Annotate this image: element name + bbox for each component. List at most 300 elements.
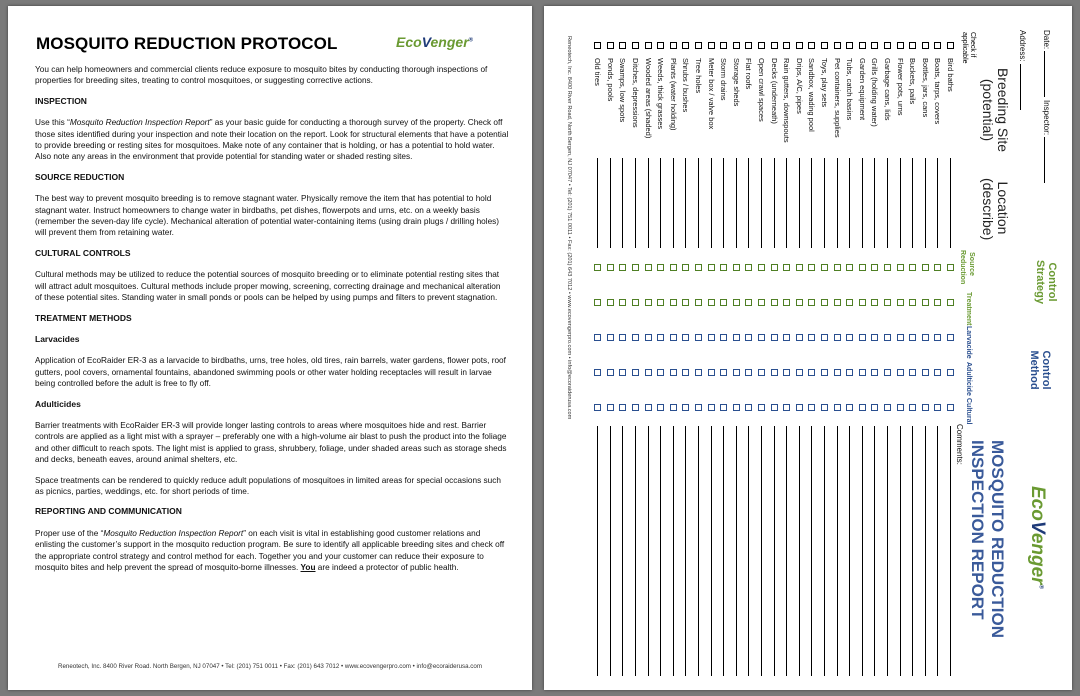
comments-entry-line[interactable] <box>837 426 838 676</box>
breeding-site-label: Storm drains <box>719 58 729 101</box>
protocol-page <box>8 6 532 690</box>
comments-entry-line[interactable] <box>849 426 850 676</box>
check-source-reduction-checkbox[interactable] <box>745 264 752 271</box>
source-reduction-heading: SOURCE REDUCTION <box>35 171 125 182</box>
check-treatment-checkbox[interactable] <box>859 299 866 306</box>
check-adulticide-checkbox[interactable] <box>771 369 778 376</box>
breeding-site-label: Flat roofs <box>744 58 754 90</box>
location-entry-line[interactable] <box>786 158 787 248</box>
check-cultural-checkbox[interactable] <box>859 404 866 411</box>
check-source-reduction-checkbox[interactable] <box>846 264 853 271</box>
check-source-reduction-checkbox[interactable] <box>670 264 677 271</box>
check-larvacide-checkbox[interactable] <box>909 334 916 341</box>
comments-entry-line[interactable] <box>862 426 863 676</box>
check-treatment-checkbox[interactable] <box>619 299 626 306</box>
cultural-controls-heading: CULTURAL CONTROLS <box>35 247 131 258</box>
check-cultural-checkbox[interactable] <box>884 404 891 411</box>
check-treatment-checkbox[interactable] <box>909 299 916 306</box>
check-source-reduction-checkbox[interactable] <box>720 264 727 271</box>
page-title: MOSQUITO REDUCTION PROTOCOL <box>36 34 338 53</box>
check-cultural-checkbox[interactable] <box>808 404 815 411</box>
check-adulticide-checkbox[interactable] <box>821 369 828 376</box>
breeding-site-label: Open crawl spaces <box>757 58 766 122</box>
check-source-reduction-checkbox[interactable] <box>922 264 929 271</box>
check-source-reduction-checkbox[interactable] <box>859 264 866 271</box>
check-cultural-checkbox[interactable] <box>607 404 614 411</box>
check-treatment-checkbox[interactable] <box>695 299 702 306</box>
report-title-line-2: INSPECTION REPORT <box>968 440 987 620</box>
source-reduction-label: Source Reduction <box>959 250 975 285</box>
check-applicable-checkbox[interactable] <box>594 42 601 49</box>
check-adulticide-checkbox[interactable] <box>645 369 652 376</box>
check-adulticide-checkbox[interactable] <box>947 369 954 376</box>
check-larvacide-checkbox[interactable] <box>594 334 601 341</box>
check-adulticide-checkbox[interactable] <box>607 369 614 376</box>
check-adulticide-checkbox[interactable] <box>808 369 815 376</box>
check-source-reduction-checkbox[interactable] <box>783 264 790 271</box>
adulticides-heading: Adulticides <box>35 398 81 409</box>
check-larvacide-checkbox[interactable] <box>796 334 803 341</box>
check-applicable-checkbox[interactable] <box>871 42 878 49</box>
location-entry-line[interactable] <box>622 158 623 248</box>
protocol-footer: Reneotech, Inc. 8400 River Road. North Bergen, NJ 07047 • Tel: (201) 751 0011 • Fax: (201) 643 7012 • www.ecovengerpro.com • info@ecoraiderusa.com <box>57 663 482 670</box>
breeding-site-label: Garden equipment <box>857 58 867 121</box>
check-adulticide-checkbox[interactable] <box>695 369 702 376</box>
check-treatment-checkbox[interactable] <box>771 299 778 306</box>
check-treatment-checkbox[interactable] <box>607 299 614 306</box>
check-applicable-checkbox[interactable] <box>733 42 740 49</box>
location-entry-line[interactable] <box>685 158 686 248</box>
cultural-label: Cultural <box>965 398 972 425</box>
check-treatment-checkbox[interactable] <box>594 299 601 306</box>
check-adulticide-checkbox[interactable] <box>733 369 740 376</box>
check-larvacide-checkbox[interactable] <box>682 334 689 341</box>
check-adulticide-checkbox[interactable] <box>871 369 878 376</box>
comments-entry-line[interactable] <box>887 426 888 676</box>
check-treatment-checkbox[interactable] <box>796 299 803 306</box>
check-source-reduction-checkbox[interactable] <box>758 264 765 271</box>
location-entry-line[interactable] <box>925 158 926 248</box>
breeding-site-label: Shrubs / bushes <box>681 58 691 113</box>
treatment-label: Treatment <box>965 292 972 326</box>
check-larvacide-checkbox[interactable] <box>934 334 941 341</box>
check-applicable-checkbox[interactable] <box>846 42 853 49</box>
check-source-reduction-checkbox[interactable] <box>619 264 626 271</box>
location-entry-line[interactable] <box>660 158 661 248</box>
check-cultural-checkbox[interactable] <box>594 404 601 411</box>
check-cultural-checkbox[interactable] <box>834 404 841 411</box>
check-larvacide-checkbox[interactable] <box>733 334 740 341</box>
check-larvacide-checkbox[interactable] <box>708 334 715 341</box>
check-larvacide-checkbox[interactable] <box>619 334 626 341</box>
location-entry-line[interactable] <box>698 158 699 248</box>
report-footer: Reneotech, Inc. 8400 River Road, North Bergen, NJ 07047 • Tel: (201) 751 0011 • Fax: (201) 643 7012 • www.ecovengerpro.com • info@ecoraiderusa.com <box>566 36 572 420</box>
check-cultural-checkbox[interactable] <box>708 404 715 411</box>
check-applicable-checkbox[interactable] <box>859 42 866 49</box>
comments-entry-line[interactable] <box>673 426 674 676</box>
breeding-site-label: Bird baths <box>946 58 955 92</box>
check-cultural-checkbox[interactable] <box>821 404 828 411</box>
check-larvacide-checkbox[interactable] <box>821 334 828 341</box>
date-field[interactable]: Date: <box>1042 30 1052 97</box>
location-entry-line[interactable] <box>849 158 850 248</box>
location-entry-line[interactable] <box>635 158 636 248</box>
check-adulticide-checkbox[interactable] <box>884 369 891 376</box>
breeding-site-label: Weeds, thick grasses <box>656 58 666 130</box>
check-adulticide-checkbox[interactable] <box>859 369 866 376</box>
control-strategy-header: Control Strategy <box>1034 259 1058 305</box>
check-treatment-checkbox[interactable] <box>871 299 878 306</box>
source-reduction-paragraph: The best way to prevent mosquito breeding is to remove stagnant water. Physically remove the item that has potential to hold stagnant water. Instruct homeowners to change water in birdbaths, pet dishes, flowerpots and urns, etc. on a weekly basis (remember the seven-day life cycle). Mechanical alteration of potential water-containing items (using drain plugs / drilling holes) will prevent them from retaining water. <box>35 194 500 238</box>
check-larvacide-checkbox[interactable] <box>758 334 765 341</box>
check-cultural-checkbox[interactable] <box>909 404 916 411</box>
check-larvacide-checkbox[interactable] <box>922 334 929 341</box>
adulticide-label: Adulticide <box>965 362 972 396</box>
breeding-site-label: Storage sheds <box>731 58 741 107</box>
check-treatment-checkbox[interactable] <box>834 299 841 306</box>
location-entry-line[interactable] <box>774 158 775 248</box>
location-entry-line[interactable] <box>874 158 875 248</box>
check-larvacide-checkbox[interactable] <box>771 334 778 341</box>
check-larvacide-checkbox[interactable] <box>745 334 752 341</box>
check-adulticide-checkbox[interactable] <box>758 369 765 376</box>
location-entry-line[interactable] <box>824 158 825 248</box>
location-entry-line[interactable] <box>837 158 838 248</box>
check-applicable-checkbox[interactable] <box>934 42 941 49</box>
check-source-reduction-checkbox[interactable] <box>884 264 891 271</box>
check-larvacide-checkbox[interactable] <box>670 334 677 341</box>
check-source-reduction-checkbox[interactable] <box>834 264 841 271</box>
check-source-reduction-checkbox[interactable] <box>632 264 639 271</box>
check-cultural-checkbox[interactable] <box>897 404 904 411</box>
inspection-paragraph: Use this “Mosquito Reduction Inspection Report” as your basic guide for conducting a thorough survey of the property. Check off those sites identified during your inspection and note their location on the report. Look for structural elements that have a potential to provide breeding or resting sites for mosquitoes. Make note of any container that is holding, or has a potential to hold water. Also note any areas in the environment that provide potential for standing water or shaded resting sites. <box>35 118 509 162</box>
check-adulticide-checkbox[interactable] <box>720 369 727 376</box>
comments-entry-line[interactable] <box>698 426 699 676</box>
check-cultural-checkbox[interactable] <box>796 404 803 411</box>
check-treatment-checkbox[interactable] <box>808 299 815 306</box>
check-adulticide-checkbox[interactable] <box>594 369 601 376</box>
breeding-site-label: Plants (water holding) <box>668 58 678 131</box>
check-cultural-checkbox[interactable] <box>758 404 765 411</box>
check-source-reduction-checkbox[interactable] <box>645 264 652 271</box>
check-treatment-checkbox[interactable] <box>682 299 689 306</box>
check-applicable-checkbox[interactable] <box>657 42 664 49</box>
check-cultural-checkbox[interactable] <box>771 404 778 411</box>
check-treatment-checkbox[interactable] <box>720 299 727 306</box>
check-source-reduction-checkbox[interactable] <box>607 264 614 271</box>
check-cultural-checkbox[interactable] <box>733 404 740 411</box>
treatment-methods-heading: TREATMENT METHODS <box>35 312 132 323</box>
check-adulticide-checkbox[interactable] <box>657 369 664 376</box>
check-applicable-checkbox[interactable] <box>771 42 778 49</box>
check-adulticide-checkbox[interactable] <box>796 369 803 376</box>
breeding-site-label: Bottles, jars, cans <box>920 58 930 118</box>
check-cultural-checkbox[interactable] <box>871 404 878 411</box>
breeding-site-label: Garbage cans, lids <box>883 58 892 121</box>
check-larvacide-checkbox[interactable] <box>607 334 614 341</box>
check-source-reduction-checkbox[interactable] <box>682 264 689 271</box>
breeding-site-label: Sandbox, wading pool <box>807 58 817 132</box>
location-entry-line[interactable] <box>799 158 800 248</box>
check-cultural-checkbox[interactable] <box>682 404 689 411</box>
comments-entry-line[interactable] <box>748 426 749 676</box>
intro-paragraph: You can help homeowners and commercial clients reduce exposure to mosquito bites by conducting thorough inspections of properties for breeding sites, treating to control mosquitoes, or suggesting corrective actions. <box>35 65 488 86</box>
comments-entry-line[interactable] <box>912 426 913 676</box>
comments-entry-line[interactable] <box>723 426 724 676</box>
check-applicable-checkbox[interactable] <box>947 42 954 49</box>
check-treatment-checkbox[interactable] <box>733 299 740 306</box>
check-treatment-checkbox[interactable] <box>657 299 664 306</box>
check-applicable-checkbox[interactable] <box>884 42 891 49</box>
comments-entry-line[interactable] <box>660 426 661 676</box>
check-treatment-checkbox[interactable] <box>922 299 929 306</box>
breeding-site-label: Grills (holding water) <box>870 58 880 127</box>
check-treatment-checkbox[interactable] <box>897 299 904 306</box>
location-header: Location (describe) <box>980 178 1011 241</box>
check-source-reduction-checkbox[interactable] <box>733 264 740 271</box>
larvacides-paragraph: Application of EcoRaider ER-3 as a larvacide to birdbaths, urns, tree holes, old tires, rain barrels, water gardens, flower pots, roof gutters, pool covers, ornamental fountains, abandoned swimming pools or other water holding receptacles will result in larvae being controlled before the adult is free to fly off. <box>35 356 506 389</box>
check-treatment-checkbox[interactable] <box>884 299 891 306</box>
adulticides-paragraph: Barrier treatments with EcoRaider ER-3 will provide longer lasting controls to areas where mosquitoes hide and rest. Barrier controls are applied as a light mist with a sprayer – preferably one with a high-volume air blast to push the product into the foliage and other difficult to reach spots. The light mist is applied to grass, shrubbery, foliage, under shaded areas such as storage sheds and decks, beneath eaves, around animal shelters, etc. <box>35 420 507 465</box>
check-adulticide-checkbox[interactable] <box>846 369 853 376</box>
check-if-applicable-label: Check if applicable <box>961 32 976 64</box>
location-entry-line[interactable] <box>610 158 611 248</box>
location-entry-line[interactable] <box>811 158 812 248</box>
cultural-controls-paragraph: Cultural methods may be utilized to reduce the potential sources of mosquito breeding or to eliminate potential resting sites that will attract adult mosquitoes. Cultural methods include proper mowing, screening, correcting drainage and mechanical alteration of these potential sites. Standing water in small ponds or pools can be helped by using pumps and filters to prevent stagnation. <box>35 270 501 303</box>
check-applicable-checkbox[interactable] <box>720 42 727 49</box>
check-adulticide-checkbox[interactable] <box>834 369 841 376</box>
check-applicable-checkbox[interactable] <box>909 42 916 49</box>
comments-entry-line[interactable] <box>900 426 901 676</box>
check-larvacide-checkbox[interactable] <box>846 334 853 341</box>
check-source-reduction-checkbox[interactable] <box>796 264 803 271</box>
location-entry-line[interactable] <box>900 158 901 248</box>
check-source-reduction-checkbox[interactable] <box>821 264 828 271</box>
check-larvacide-checkbox[interactable] <box>834 334 841 341</box>
breeding-site-label: Meter box / valve box <box>706 58 716 130</box>
breeding-site-label: Swamps, low spots <box>618 58 628 123</box>
check-treatment-checkbox[interactable] <box>846 299 853 306</box>
comments-entry-line[interactable] <box>711 426 712 676</box>
comments-entry-line[interactable] <box>774 426 775 676</box>
check-adulticide-checkbox[interactable] <box>670 369 677 376</box>
location-entry-line[interactable] <box>887 158 888 248</box>
breeding-site-label: Toys, play sets <box>820 58 829 108</box>
check-source-reduction-checkbox[interactable] <box>897 264 904 271</box>
location-entry-line[interactable] <box>597 158 598 248</box>
check-adulticide-checkbox[interactable] <box>745 369 752 376</box>
check-applicable-checkbox[interactable] <box>708 42 715 49</box>
breeding-site-label: Old tires <box>593 58 603 86</box>
check-applicable-checkbox[interactable] <box>783 42 790 49</box>
check-source-reduction-checkbox[interactable] <box>808 264 815 271</box>
comments-entry-line[interactable] <box>685 426 686 676</box>
check-applicable-checkbox[interactable] <box>796 42 803 49</box>
check-larvacide-checkbox[interactable] <box>720 334 727 341</box>
space-treatment-paragraph: Space treatments can be rendered to quickly reduce adult populations of mosquitoes in limited areas for special occasions such as picnics, parties, weddings, etc. for short periods of time. <box>35 475 501 496</box>
check-larvacide-checkbox[interactable] <box>871 334 878 341</box>
breeding-site-label: Flower pots, urns <box>895 58 905 116</box>
comments-entry-line[interactable] <box>874 426 875 676</box>
location-entry-line[interactable] <box>950 158 951 248</box>
check-larvacide-checkbox[interactable] <box>947 334 954 341</box>
breeding-site-label: Drips, A/C, pipes <box>794 58 804 114</box>
report-ecovenger-logo: EcoVenger® <box>1027 486 1048 589</box>
check-applicable-checkbox[interactable] <box>645 42 652 49</box>
check-applicable-checkbox[interactable] <box>758 42 765 49</box>
comments-entry-line[interactable] <box>937 426 938 676</box>
check-adulticide-checkbox[interactable] <box>708 369 715 376</box>
protocol-body <box>35 64 509 582</box>
check-adulticide-checkbox[interactable] <box>619 369 626 376</box>
check-adulticide-checkbox[interactable] <box>934 369 941 376</box>
check-adulticide-checkbox[interactable] <box>897 369 904 376</box>
check-cultural-checkbox[interactable] <box>632 404 639 411</box>
reporting-heading: REPORTING AND COMMUNICATION <box>35 506 182 517</box>
check-treatment-checkbox[interactable] <box>632 299 639 306</box>
check-adulticide-checkbox[interactable] <box>783 369 790 376</box>
check-larvacide-checkbox[interactable] <box>897 334 904 341</box>
breeding-site-label: Buckets, pails <box>908 58 918 105</box>
location-entry-line[interactable] <box>711 158 712 248</box>
location-entry-line[interactable] <box>723 158 724 248</box>
comments-entry-line[interactable] <box>824 426 825 676</box>
check-source-reduction-checkbox[interactable] <box>871 264 878 271</box>
check-applicable-checkbox[interactable] <box>897 42 904 49</box>
location-entry-line[interactable] <box>673 158 674 248</box>
breeding-site-label: Ponds, pools <box>605 58 615 102</box>
check-source-reduction-checkbox[interactable] <box>771 264 778 271</box>
inspection-heading: INSPECTION <box>35 95 87 106</box>
check-treatment-checkbox[interactable] <box>934 299 941 306</box>
check-treatment-checkbox[interactable] <box>645 299 652 306</box>
breeding-site-label: Decks (underneath) <box>769 58 779 124</box>
check-source-reduction-checkbox[interactable] <box>594 264 601 271</box>
check-larvacide-checkbox[interactable] <box>783 334 790 341</box>
check-cultural-checkbox[interactable] <box>720 404 727 411</box>
breeding-site-label: Ditches, depressions <box>631 58 640 128</box>
breeding-site-label: Wooded areas (shaded) <box>643 58 653 139</box>
check-applicable-checkbox[interactable] <box>821 42 828 49</box>
breeding-site-header: Breeding Site (potential) <box>980 67 1011 153</box>
check-cultural-checkbox[interactable] <box>947 404 954 411</box>
check-source-reduction-checkbox[interactable] <box>934 264 941 271</box>
check-cultural-checkbox[interactable] <box>922 404 929 411</box>
comments-entry-line[interactable] <box>736 426 737 676</box>
check-larvacide-checkbox[interactable] <box>657 334 664 341</box>
check-treatment-checkbox[interactable] <box>758 299 765 306</box>
check-cultural-checkbox[interactable] <box>934 404 941 411</box>
check-larvacide-checkbox[interactable] <box>859 334 866 341</box>
check-applicable-checkbox[interactable] <box>695 42 702 49</box>
location-entry-line[interactable] <box>912 158 913 248</box>
check-applicable-checkbox[interactable] <box>607 42 614 49</box>
check-cultural-checkbox[interactable] <box>745 404 752 411</box>
check-larvacide-checkbox[interactable] <box>632 334 639 341</box>
check-adulticide-checkbox[interactable] <box>909 369 916 376</box>
check-larvacide-checkbox[interactable] <box>695 334 702 341</box>
check-applicable-checkbox[interactable] <box>745 42 752 49</box>
comments-entry-line[interactable] <box>799 426 800 676</box>
comments-label: Comments: <box>955 424 964 465</box>
comments-entry-line[interactable] <box>761 426 762 676</box>
check-cultural-checkbox[interactable] <box>846 404 853 411</box>
check-applicable-checkbox[interactable] <box>619 42 626 49</box>
check-adulticide-checkbox[interactable] <box>922 369 929 376</box>
location-entry-line[interactable] <box>937 158 938 248</box>
breeding-site-label: Tubs, catch basins <box>845 58 855 121</box>
check-applicable-checkbox[interactable] <box>808 42 815 49</box>
larvacides-heading: Larvacides <box>35 333 80 344</box>
check-adulticide-checkbox[interactable] <box>682 369 689 376</box>
check-treatment-checkbox[interactable] <box>708 299 715 306</box>
location-entry-line[interactable] <box>736 158 737 248</box>
check-applicable-checkbox[interactable] <box>670 42 677 49</box>
larvacide-label: Larvacide <box>965 326 972 359</box>
control-method-header: Control Method <box>1028 350 1052 390</box>
check-applicable-checkbox[interactable] <box>834 42 841 49</box>
check-larvacide-checkbox[interactable] <box>808 334 815 341</box>
comments-entry-line[interactable] <box>925 426 926 676</box>
check-cultural-checkbox[interactable] <box>783 404 790 411</box>
check-applicable-checkbox[interactable] <box>632 42 639 49</box>
comments-entry-line[interactable] <box>597 426 598 676</box>
check-treatment-checkbox[interactable] <box>821 299 828 306</box>
comments-entry-line[interactable] <box>622 426 623 676</box>
location-entry-line[interactable] <box>648 158 649 248</box>
inspector-field[interactable]: Inspector: <box>1042 100 1052 183</box>
check-larvacide-checkbox[interactable] <box>645 334 652 341</box>
comments-entry-line[interactable] <box>610 426 611 676</box>
breeding-site-label: Rain gutters, downspouts <box>782 58 792 143</box>
breeding-site-label: Boats, tarps, covers <box>933 58 943 125</box>
check-treatment-checkbox[interactable] <box>670 299 677 306</box>
location-entry-line[interactable] <box>761 158 762 248</box>
check-source-reduction-checkbox[interactable] <box>708 264 715 271</box>
check-cultural-checkbox[interactable] <box>657 404 664 411</box>
check-source-reduction-checkbox[interactable] <box>695 264 702 271</box>
check-treatment-checkbox[interactable] <box>745 299 752 306</box>
comments-entry-line[interactable] <box>786 426 787 676</box>
check-applicable-checkbox[interactable] <box>922 42 929 49</box>
inspection-report-page <box>544 6 1072 690</box>
check-source-reduction-checkbox[interactable] <box>909 264 916 271</box>
breeding-site-label: Pet containers, supplies <box>832 58 842 138</box>
check-treatment-checkbox[interactable] <box>947 299 954 306</box>
check-cultural-checkbox[interactable] <box>695 404 702 411</box>
check-adulticide-checkbox[interactable] <box>632 369 639 376</box>
check-applicable-checkbox[interactable] <box>682 42 689 49</box>
location-entry-line[interactable] <box>862 158 863 248</box>
comments-entry-line[interactable] <box>648 426 649 676</box>
check-source-reduction-checkbox[interactable] <box>947 264 954 271</box>
breeding-site-label: Tree holes <box>694 58 703 94</box>
comments-entry-line[interactable] <box>635 426 636 676</box>
check-cultural-checkbox[interactable] <box>670 404 677 411</box>
check-treatment-checkbox[interactable] <box>783 299 790 306</box>
ecovenger-logo: EcoVenger® <box>396 34 474 50</box>
check-cultural-checkbox[interactable] <box>645 404 652 411</box>
check-source-reduction-checkbox[interactable] <box>657 264 664 271</box>
address-field[interactable]: Address: <box>1018 30 1028 110</box>
comments-entry-line[interactable] <box>811 426 812 676</box>
check-cultural-checkbox[interactable] <box>619 404 626 411</box>
report-title-line-1: MOSQUITO REDUCTION <box>988 440 1007 639</box>
comments-entry-line[interactable] <box>950 426 951 676</box>
reporting-paragraph: Proper use of the “Mosquito Reduction Inspection Report” on each visit is vital in establishing good customer relations and enlisting the customer’s support in the mosquito reduction program. Be sure to identify all applicable breeding sites and check off the appropriate control strategy and control method for each. Together you and your customer can reduce their exposure to mosquito bites and help prevent the spread of mosquito-borne illnesses. You are indeed a protector of public health. <box>35 528 505 572</box>
check-larvacide-checkbox[interactable] <box>884 334 891 341</box>
location-entry-line[interactable] <box>748 158 749 248</box>
